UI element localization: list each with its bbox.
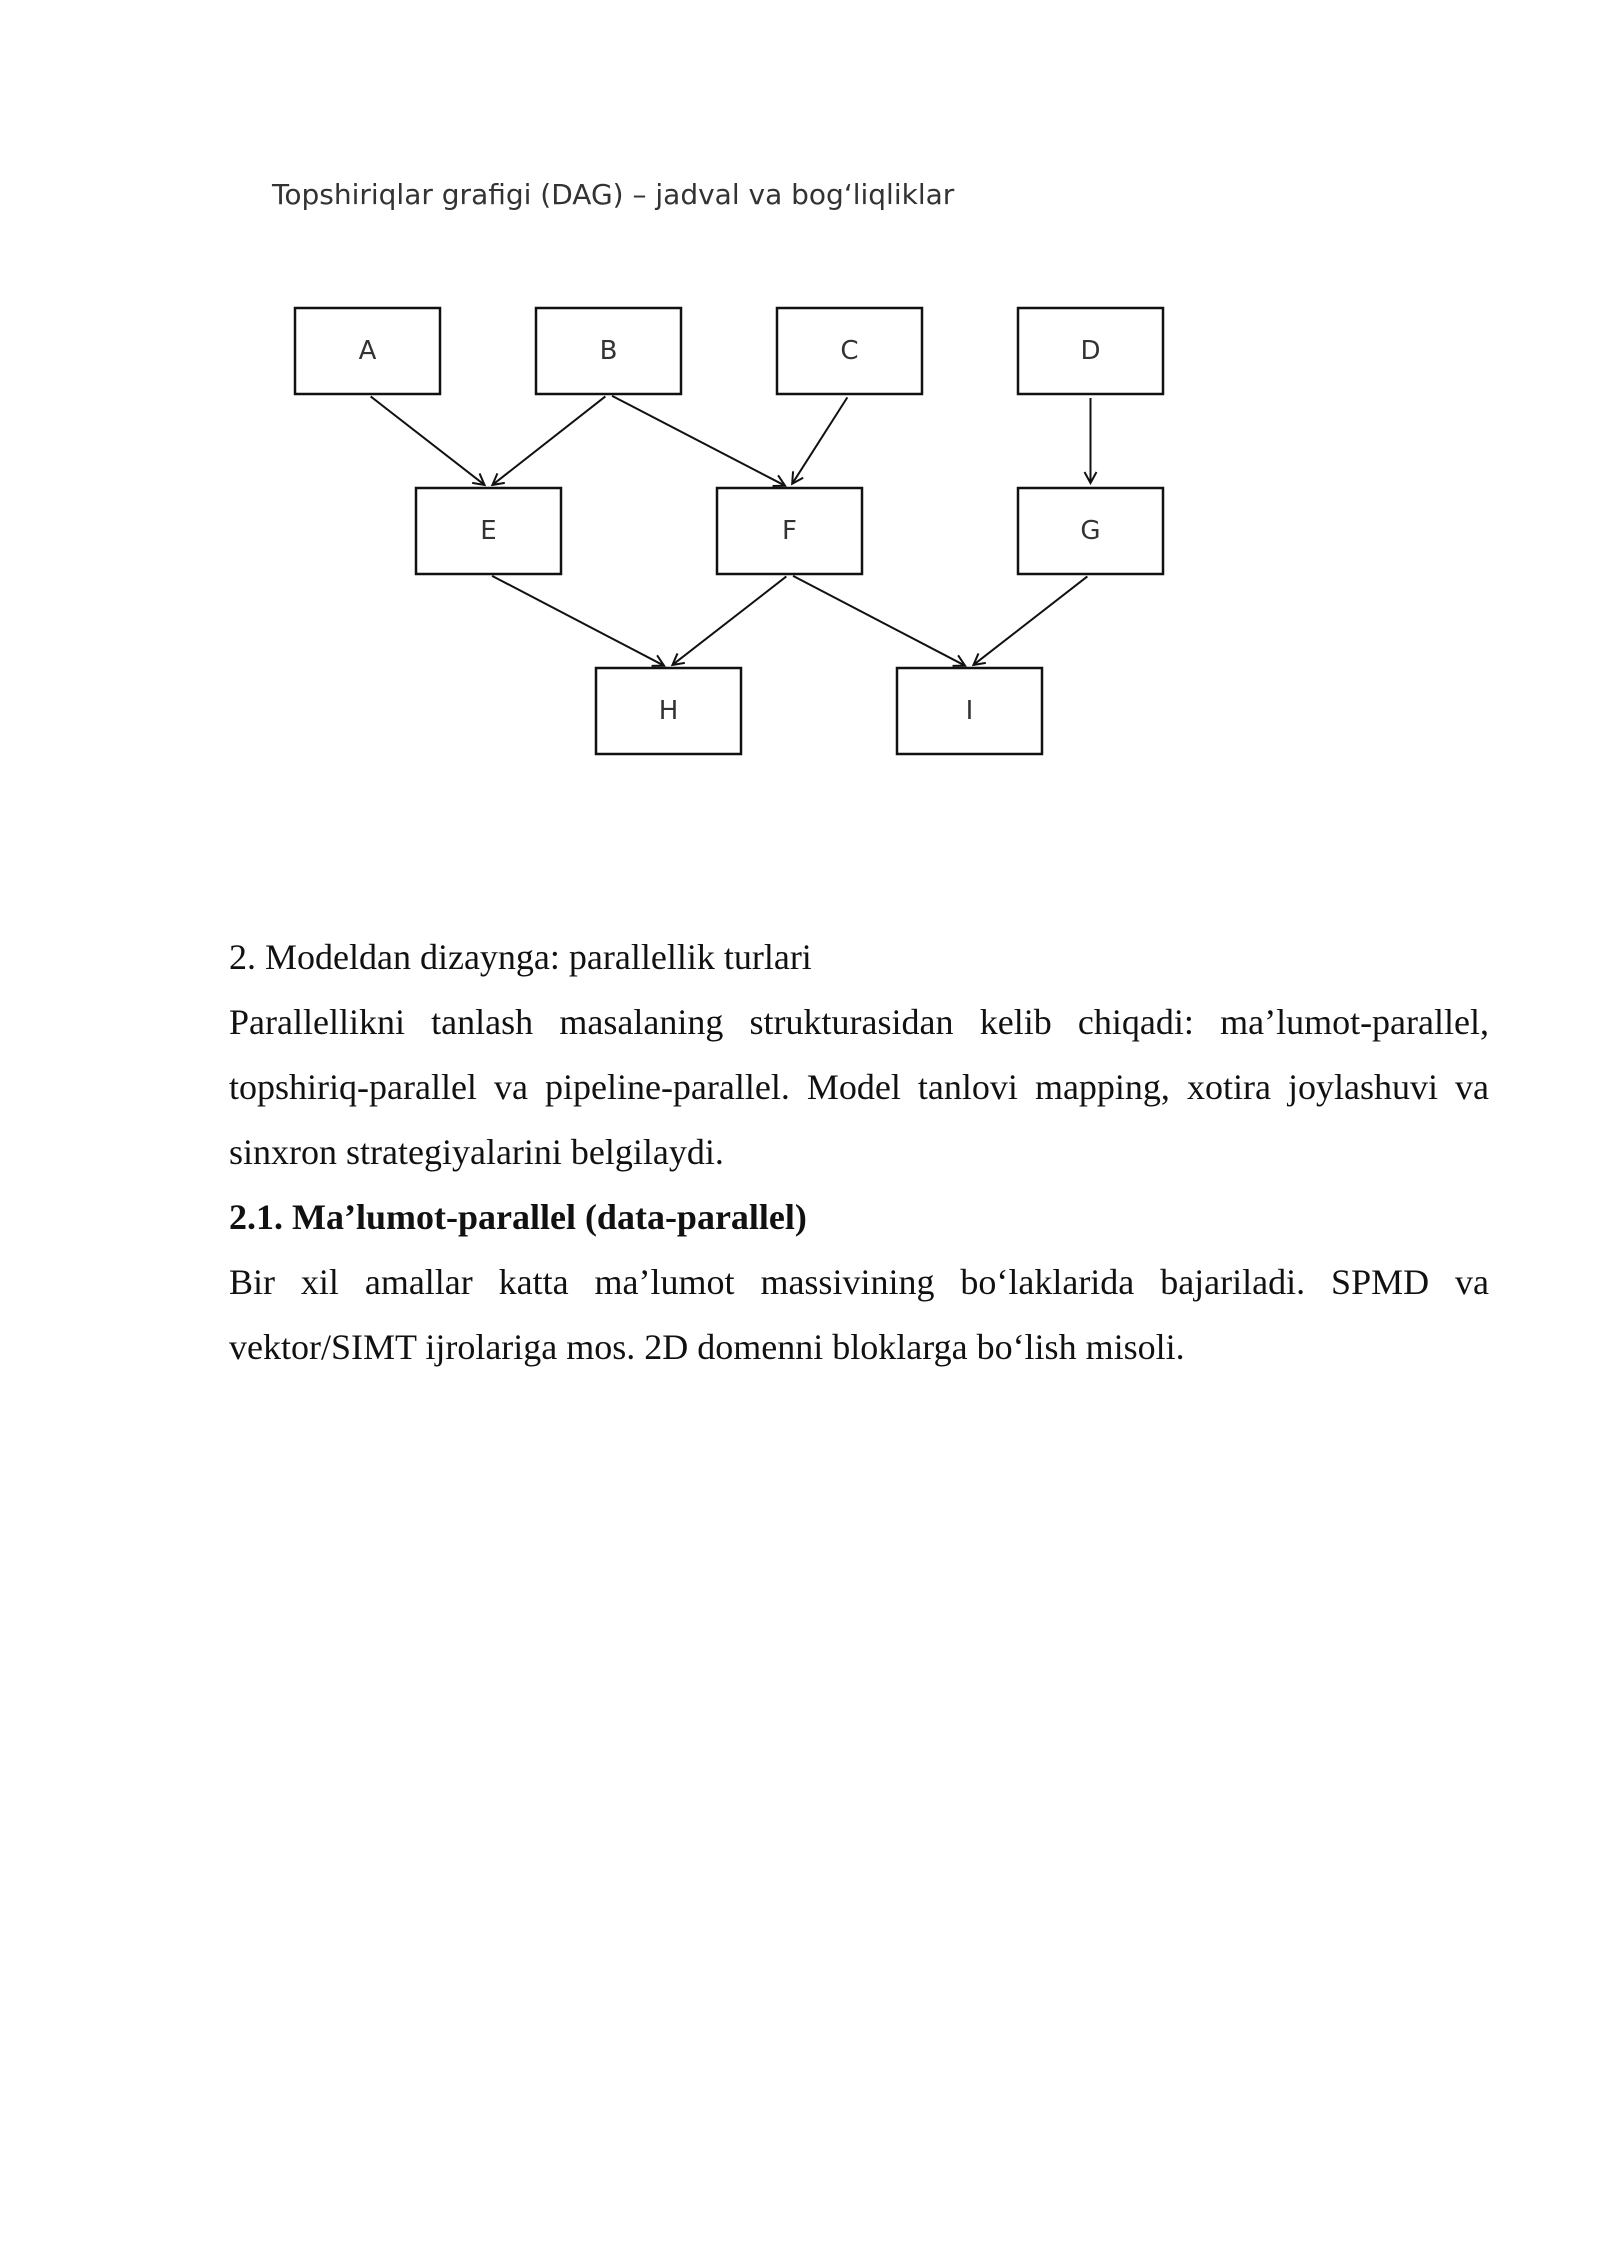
edge-a-e xyxy=(371,396,485,484)
document-body xyxy=(229,925,1489,1380)
dag-diagram xyxy=(0,0,1600,800)
section-heading: 2. Modeldan dizaynga: parallellik turlari xyxy=(229,937,812,977)
node-b xyxy=(536,308,681,394)
node-d xyxy=(1018,308,1163,394)
node-label: F xyxy=(782,516,797,546)
node-f xyxy=(717,488,862,574)
node-e xyxy=(416,488,561,574)
node-a xyxy=(295,308,440,394)
node-label: D xyxy=(1080,336,1101,366)
node-i xyxy=(897,668,1042,754)
edge-b-e xyxy=(492,396,605,484)
node-label: I xyxy=(965,696,974,726)
edge-g-i xyxy=(973,576,1087,664)
edge-c-f xyxy=(792,397,847,483)
dag-nodes xyxy=(295,308,1163,754)
edge-f-h xyxy=(672,576,786,664)
node-label: E xyxy=(480,516,497,546)
section-paragraph: Parallellikni tanlash masalaning strukturasidan kelib chiqadi: ma’lumot-parallel, topshiriq-parallel va pipeline-parallel. Model tanlovi mapping, xotira joylashuvi va sinxron strategiyalarini belgilaydi. xyxy=(229,1002,1489,1172)
edge-f-i xyxy=(793,576,965,666)
figure-caption: Topshiriqlar grafigi (DAG) – jadval va bog‘liqliklar xyxy=(272,178,955,211)
node-label: G xyxy=(1080,516,1101,546)
edge-e-h xyxy=(492,576,664,666)
node-c xyxy=(777,308,922,394)
node-g xyxy=(1018,488,1163,574)
subsection-heading: 2.1. Ma’lumot-parallel (data-parallel) xyxy=(229,1197,807,1237)
node-label: H xyxy=(658,696,679,726)
node-h xyxy=(596,668,741,754)
node-label: C xyxy=(840,336,859,366)
subsection-paragraph: Bir xil amallar katta ma’lumot massivining bo‘laklarida bajariladi. SPMD va vektor/SIMT ijrolariga mos. 2D domenni bloklarga bo‘lish misoli. xyxy=(229,1262,1489,1367)
node-label: A xyxy=(358,336,377,366)
node-label: B xyxy=(599,336,618,366)
edge-b-f xyxy=(612,396,785,486)
